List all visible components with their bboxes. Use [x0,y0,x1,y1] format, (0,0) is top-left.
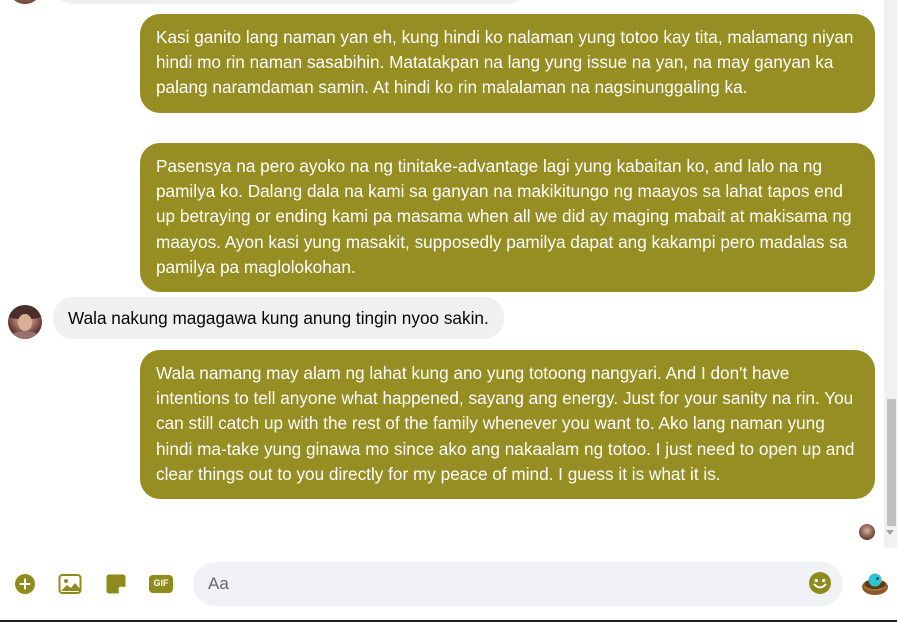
message-text: Kasi ganito lang naman yan eh, kung hindi ko nalaman yung totoo kay tita, malamang niyan hindi mo rin naman sasabihin. Matatakpan na lang yung issue na yan, na may ganyan ka palang naramdaman samin. At hindi ko rin malalaman na nagsinunggaling ka. [156,27,854,98]
add-button[interactable] [13,572,37,596]
message-text: Wala namang may alam ng lahat kung ano yung totoong nangyari. And I don't have intentions to tell anyone what happened, sayang ang energy. Just for your sanity na rin. You can still catch up with the rest of the family whenever you want to. Ako lang naman yung hindi ma-take yung ginawa mo since ako ang nakaalam ng totoo. I just need to open up and clear things out to you directly for my peace of mind. I guess it is what it is. [156,363,855,484]
seen-indicator-avatar [859,524,875,540]
incoming-message-bubble[interactable] [53,297,504,339]
scrollbar-thumb[interactable] [887,399,896,526]
emoji-button[interactable] [808,571,832,595]
photo-button[interactable] [58,572,82,596]
contact-avatar[interactable] [8,305,42,339]
scroll-down-arrow-icon[interactable] [886,530,894,535]
sticker-button[interactable] [104,572,128,596]
add-icon [14,573,36,595]
message-text: Wala nakung magagawa kung anung tingin nyoo sakin. [68,308,489,328]
nest-bird-icon [860,569,890,597]
message-input-box[interactable] [193,562,843,606]
message-text: Pasensya na pero ayoko na ng tinitake-advantage lagi yung kabaitan ko, and lalo na ng pamilya ko. Dalang dala na kami sa ganyan na makikitungo ng maayos sa lahat tapos end up betraying or ending kami pa masama when all we did ay maging mabait at makisama ng maayos. Ayon kasi yung masakit, supposedly pamilya dapat ang kakampi pero madalas sa pamilya pa maglolokohan. [156,156,852,277]
photo-icon [58,573,82,595]
outgoing-message-bubble[interactable] [140,14,875,113]
gif-label: GIF [153,578,169,588]
gif-button[interactable] [148,572,174,596]
smiley-icon [808,571,832,595]
outgoing-message-bubble[interactable] [140,350,875,499]
message-input[interactable] [208,562,798,606]
incoming-message-bubble[interactable] [55,0,525,4]
outgoing-message-bubble[interactable] [140,143,875,292]
contact-avatar[interactable] [8,0,42,4]
sticker-icon [105,573,127,595]
quick-reaction-button[interactable] [860,569,890,597]
